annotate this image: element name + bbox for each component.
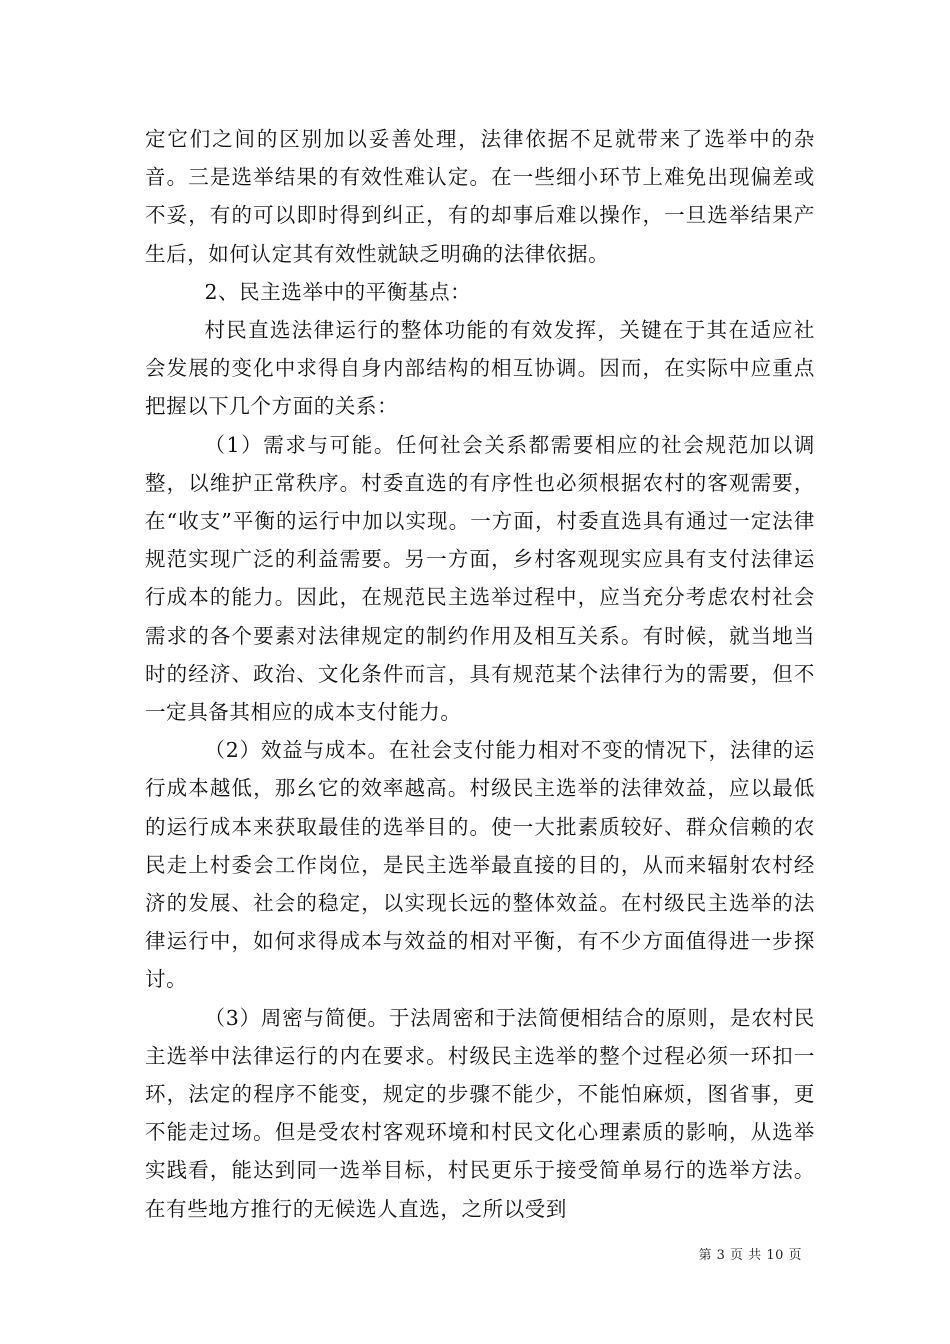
paragraph-item-3: （3）周密与简便。于法周密和于法简便相结合的原则，是农村民主选举中法律运行的内在要求。村级民主选举的整个过程必须一环扣一环，法定的程序不能变，规定的步骤不能少，不能怕麻烦，图省事，更不能走过场。但是受农村客观环境和村民文化心理素质的影响，从选举实践看，能达到同一选举目标，村民更乐于接受简单易行的选举方法。在有些地方推行的无候选人直选，之所以受到 xyxy=(145,1005,815,1221)
paragraph-item-2: （2）效益与成本。在社会支付能力相对不变的情况下，法律的运行成本越低，那幺它的效率越高。村级民主选举的法律效益，应以最低的运行成本来获取最佳的选举目的。使一大批素质较好、群众信赖的农民走上村委会工作岗位，是民主选举最直接的目的，从而来辐射农村经济的发展、社会的稳定，以实现长远的整体效益。在村级民主选举的法律运行中，如何求得成本与效益的相对平衡，有不少方面值得进一步探讨。 xyxy=(145,738,815,992)
paragraph-item-1: （1）需求与可能。任何社会关系都需要相应的社会规范加以调整，以维护正常秩序。村委直选的有序性也必须根据农村的客观需要，在“收支”平衡的运行中加以实现。一方面，村委直选具有通过一定法律规范实现广泛的利益需要。另一方面，乡村客观现实应具有支付法律运行成本的能力。因此，在规范民主选举过程中，应当充分考虑农村社会需求的各个要素对法律规定的制约作用及相互关系。有时候，就当地当时的经济、政治、文化条件而言，具有规范某个法律行为的需要，但不一定具备其相应的成本支付能力。 xyxy=(145,432,815,725)
section-heading: 2、民主选举中的平衡基点： xyxy=(204,279,472,304)
paragraph-intro: 村民直选法律运行的整体功能的有效发挥，关键在于其在适应社会发展的变化中求得自身内部结构的相互协调。因而，在实际中应重点把握以下几个方面的关系： xyxy=(145,318,815,419)
body-text xyxy=(145,120,815,1228)
paragraph-continuation: 定它们之间的区别加以妥善处理，法律依据不足就带来了选举中的杂音。三是选举结果的有效性难认定。在一些细小环节上难免出现偏差或不妥，有的可以即时得到纠正，有的却事后难以操作，一旦选举结果产生后，如何认定其有效性就缺乏明确的法律依据。 xyxy=(145,127,815,266)
page-number-footer: 第 3 页 共 10 页 xyxy=(698,1248,802,1263)
